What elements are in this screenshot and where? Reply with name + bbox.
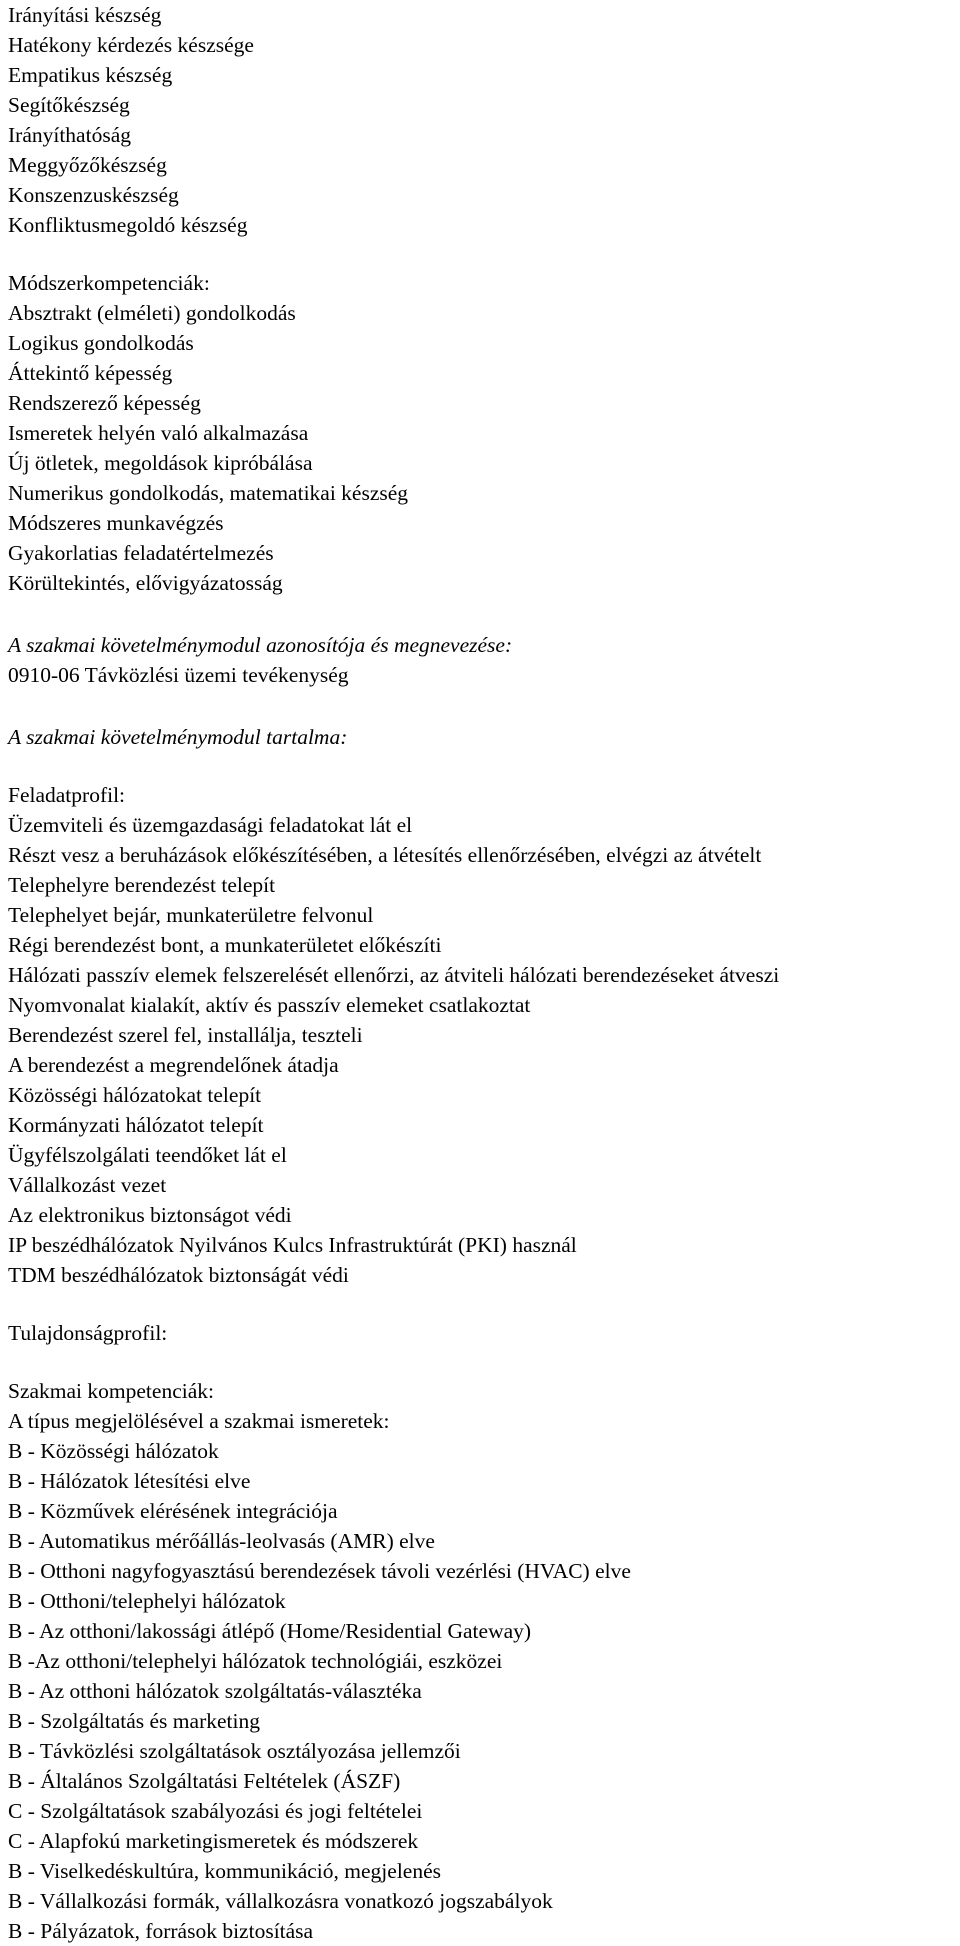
list-item: Körültekintés, elővigyázatosság [8, 571, 283, 595]
list-item: A berendezést a megrendelőnek átadja [8, 1053, 339, 1077]
list-item: Absztrakt (elméleti) gondolkodás [8, 301, 296, 325]
method-competencies-list [8, 298, 960, 598]
list-item: B - Általános Szolgáltatási Feltételek (ÁSZF) [8, 1769, 401, 1793]
list-item: B - Távközlési szolgáltatások osztályozása jellemzői [8, 1739, 461, 1763]
list-item: Gyakorlatias feladatértelmezés [8, 541, 274, 565]
property-profile-heading: Tulajdonságprofil: [8, 1321, 168, 1345]
list-item: Numerikus gondolkodás, matematikai készség [8, 481, 409, 505]
list-item: B - Szolgáltatás és marketing [8, 1709, 260, 1733]
professional-competencies-heading: Szakmai kompetenciák: [8, 1379, 214, 1403]
list-item: Régi berendezést bont, a munkaterületet előkészíti [8, 933, 442, 957]
list-item: Kormányzati hálózatot telepít [8, 1113, 264, 1137]
method-competencies-heading: Módszerkompetenciák: [8, 271, 210, 295]
list-item: TDM beszédhálózatok biztonságát védi [8, 1263, 349, 1287]
list-item: Rendszerező képesség [8, 391, 201, 415]
list-item: Konfliktusmegoldó készség [8, 213, 248, 237]
list-item: B - Közművek elérésének integrációja [8, 1499, 338, 1523]
list-item: Vállalkozást vezet [8, 1173, 167, 1197]
list-item: B - Pályázatok, források biztosítása [8, 1919, 314, 1943]
task-profile-list [8, 810, 960, 1290]
list-item: B - Automatikus mérőállás-leolvasás (AMR) elve [8, 1529, 435, 1553]
list-item: B - Az otthoni hálózatok szolgáltatás-választéka [8, 1679, 422, 1703]
list-item: Logikus gondolkodás [8, 331, 194, 355]
list-item: Segítőkészség [8, 93, 130, 117]
list-item: C - Szolgáltatások szabályozási és jogi feltételei [8, 1799, 423, 1823]
list-item: Nyomvonalat kialakít, aktív és passzív elemeket csatlakoztat [8, 993, 531, 1017]
list-item: B -Az otthoni/telephelyi hálózatok technológiái, eszközei [8, 1649, 503, 1673]
professional-knowledge-list [8, 1436, 960, 1946]
list-item: B - Vállalkozási formák, vállalkozásra vonatkozó jogszabályok [8, 1889, 553, 1913]
list-item: Telephelyet bejár, munkaterületre felvonul [8, 903, 374, 927]
list-item: Meggyőzőkészség [8, 153, 167, 177]
list-item: Új ötletek, megoldások kipróbálása [8, 451, 313, 475]
task-profile-heading: Feladatprofil: [8, 783, 126, 807]
list-item: Hatékony kérdezés készsége [8, 33, 254, 57]
list-item: Irányítási készség [8, 3, 162, 27]
list-item: Ismeretek helyén való alkalmazása [8, 421, 309, 445]
list-item: B - Az otthoni/lakossági átlépő (Home/Residential Gateway) [8, 1619, 532, 1643]
list-item: Konszenzuskészség [8, 183, 179, 207]
list-item: Üzemviteli és üzemgazdasági feladatokat lát el [8, 813, 413, 837]
list-item: Módszeres munkavégzés [8, 511, 224, 535]
list-item: C - Alapfokú marketingismeretek és módszerek [8, 1829, 419, 1853]
list-item: B - Otthoni nagyfogyasztású berendezések távoli vezérlési (HVAC) elve [8, 1559, 631, 1583]
personal-skills-list [8, 0, 960, 240]
module-content-label: A szakmai követelménymodul tartalma: [8, 725, 348, 749]
list-item: B - Viselkedéskultúra, kommunikáció, megjelenés [8, 1859, 441, 1883]
professional-competencies-subheading: A típus megjelölésével a szakmai ismeretek: [8, 1409, 390, 1433]
list-item: B - Hálózatok létesítési elve [8, 1469, 251, 1493]
list-item: Berendezést szerel fel, installálja, teszteli [8, 1023, 363, 1047]
list-item: B - Közösségi hálózatok [8, 1439, 219, 1463]
list-item: Közösségi hálózatokat telepít [8, 1083, 262, 1107]
module-id-label: A szakmai követelménymodul azonosítója és megnevezése: [8, 633, 513, 657]
module-id-value: 0910-06 Távközlési üzemi tevékenység [8, 663, 349, 687]
list-item: B - Otthoni/telephelyi hálózatok [8, 1589, 286, 1613]
list-item: Telephelyre berendezést telepít [8, 873, 276, 897]
list-item: Hálózati passzív elemek felszerelését ellenőrzi, az átviteli hálózati berendezéseket átveszi [8, 963, 780, 987]
list-item: Ügyfélszolgálati teendőket lát el [8, 1143, 287, 1167]
list-item: Részt vesz a beruházások előkészítésében, a létesítés ellenőrzésében, elvégzi az átvételt [8, 843, 762, 867]
list-item: Az elektronikus biztonságot védi [8, 1203, 292, 1227]
list-item: Empatikus készség [8, 63, 173, 87]
list-item: Irányíthatóság [8, 123, 131, 147]
list-item: Áttekintő képesség [8, 361, 173, 385]
list-item: IP beszédhálózatok Nyilvános Kulcs Infrastruktúrát (PKI) használ [8, 1233, 577, 1257]
